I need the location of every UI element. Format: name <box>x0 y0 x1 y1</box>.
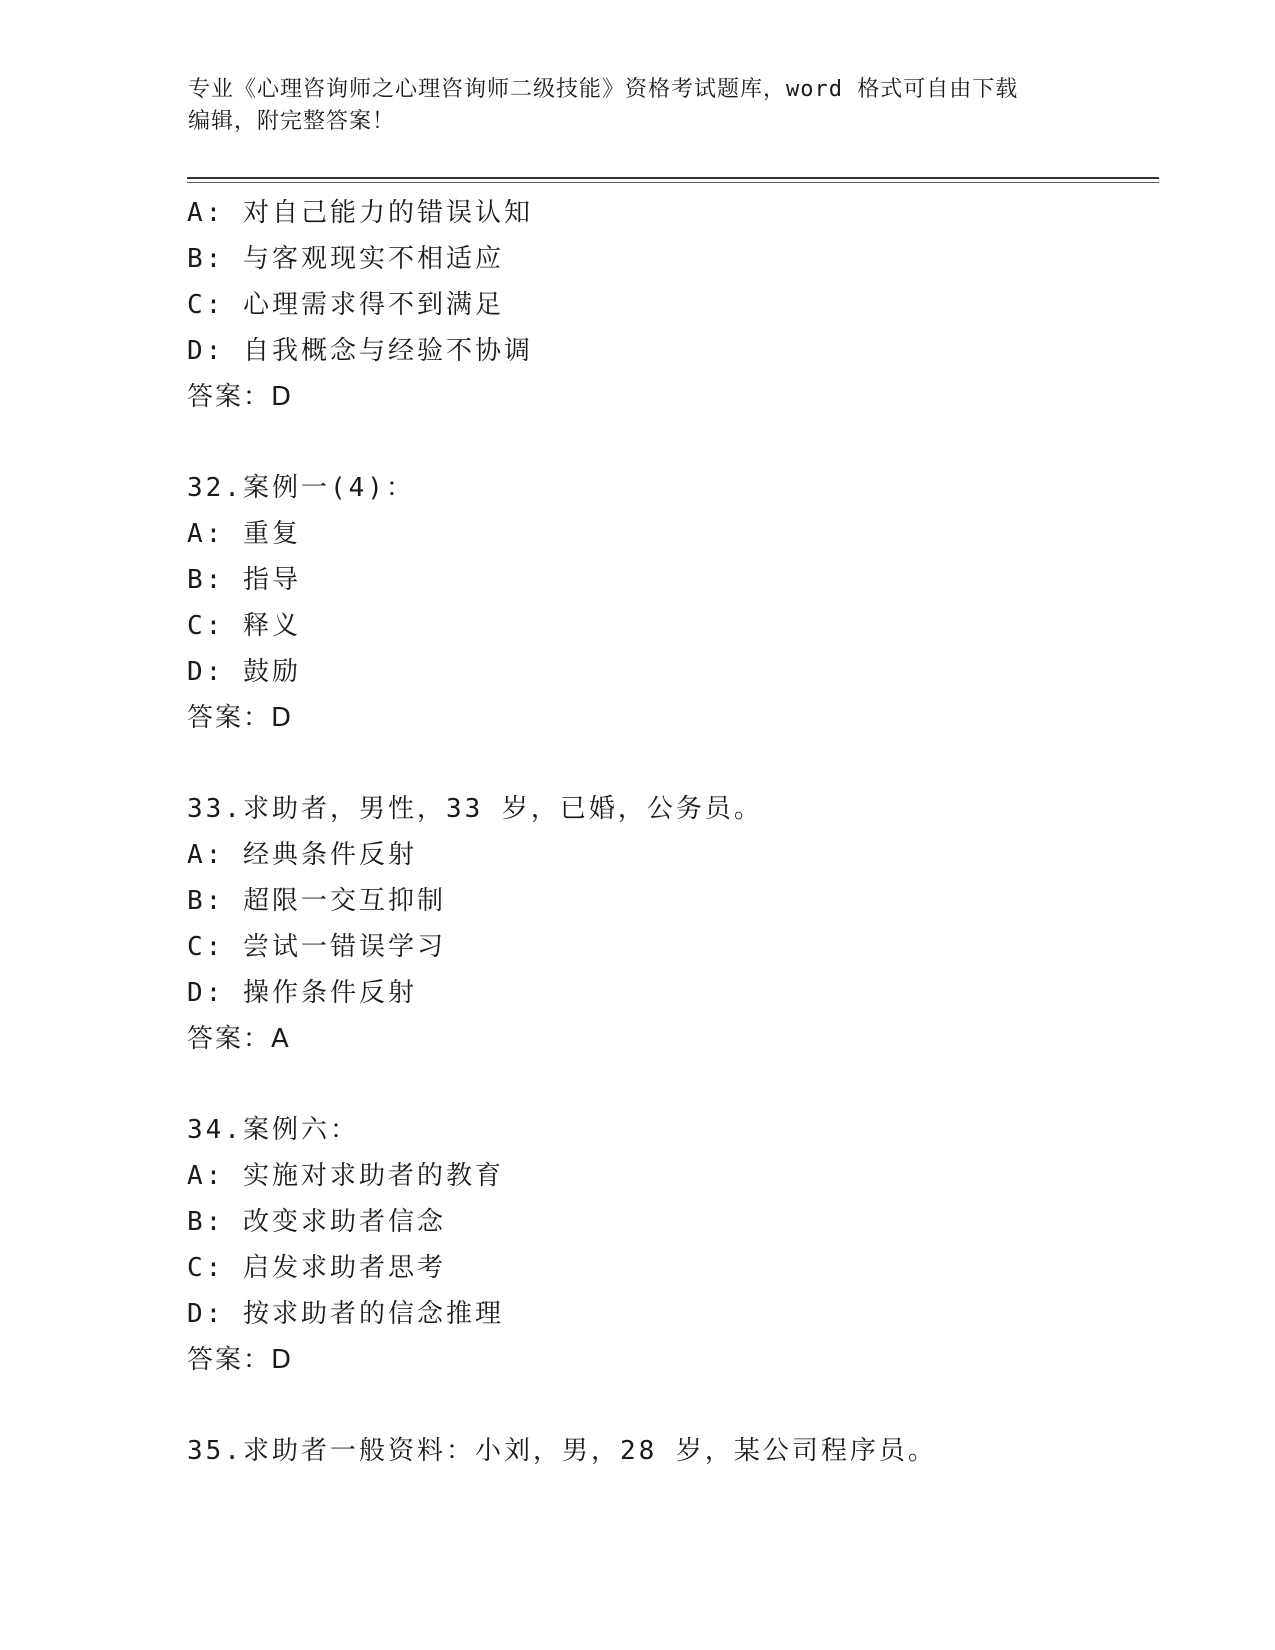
header-rule-thin <box>187 182 1159 183</box>
option-d: D: 按求助者的信念推理 <box>187 1299 504 1329</box>
document-header <box>188 74 1068 138</box>
option-d: D: 操作条件反射 <box>187 978 417 1008</box>
header-line-2: 编辑，附完整答案！ <box>188 109 396 134</box>
question-list <box>187 190 1167 1474</box>
option-a: A: 经典条件反射 <box>187 840 417 870</box>
question-stem: 33.求助者，男性，33 岁，已婚，公务员。 <box>187 794 763 824</box>
option-c: C: 心理需求得不到满足 <box>187 290 504 320</box>
question-34 <box>187 1107 1167 1383</box>
option-b: B: 改变求助者信念 <box>187 1207 446 1237</box>
option-a: A: 实施对求助者的教育 <box>187 1161 504 1191</box>
header-line-1: 专业《心理咨询师之心理咨询师二级技能》资格考试题库，word 格式可自由下载 <box>188 77 1019 102</box>
option-c: C: 尝试一错误学习 <box>187 932 446 962</box>
option-b: B: 与客观现实不相适应 <box>187 244 504 274</box>
question-stem: 32.案例一(4)： <box>187 473 415 503</box>
question-35 <box>187 1428 1167 1474</box>
option-a: A: 重复 <box>187 519 301 549</box>
option-d: D: 鼓励 <box>187 657 301 687</box>
option-c: C: 启发求助者思考 <box>187 1253 446 1283</box>
answer: 答案：A <box>187 1024 291 1054</box>
question-stem: 35.求助者一般资料：小刘，男，28 岁，某公司程序员。 <box>187 1436 937 1466</box>
answer: 答案：D <box>187 382 294 412</box>
answer: 答案：D <box>187 1345 294 1375</box>
question-32 <box>187 465 1167 741</box>
option-a: A: 对自己能力的错误认知 <box>187 198 533 228</box>
option-b: B: 超限一交互抑制 <box>187 886 446 916</box>
question-31 <box>187 190 1167 420</box>
question-33 <box>187 786 1167 1062</box>
option-c: C: 释义 <box>187 611 301 641</box>
option-b: B: 指导 <box>187 565 301 595</box>
option-d: D: 自我概念与经验不协调 <box>187 336 533 366</box>
question-stem: 34.案例六： <box>187 1115 359 1145</box>
answer: 答案：D <box>187 703 294 733</box>
header-rule-thick <box>187 177 1159 179</box>
